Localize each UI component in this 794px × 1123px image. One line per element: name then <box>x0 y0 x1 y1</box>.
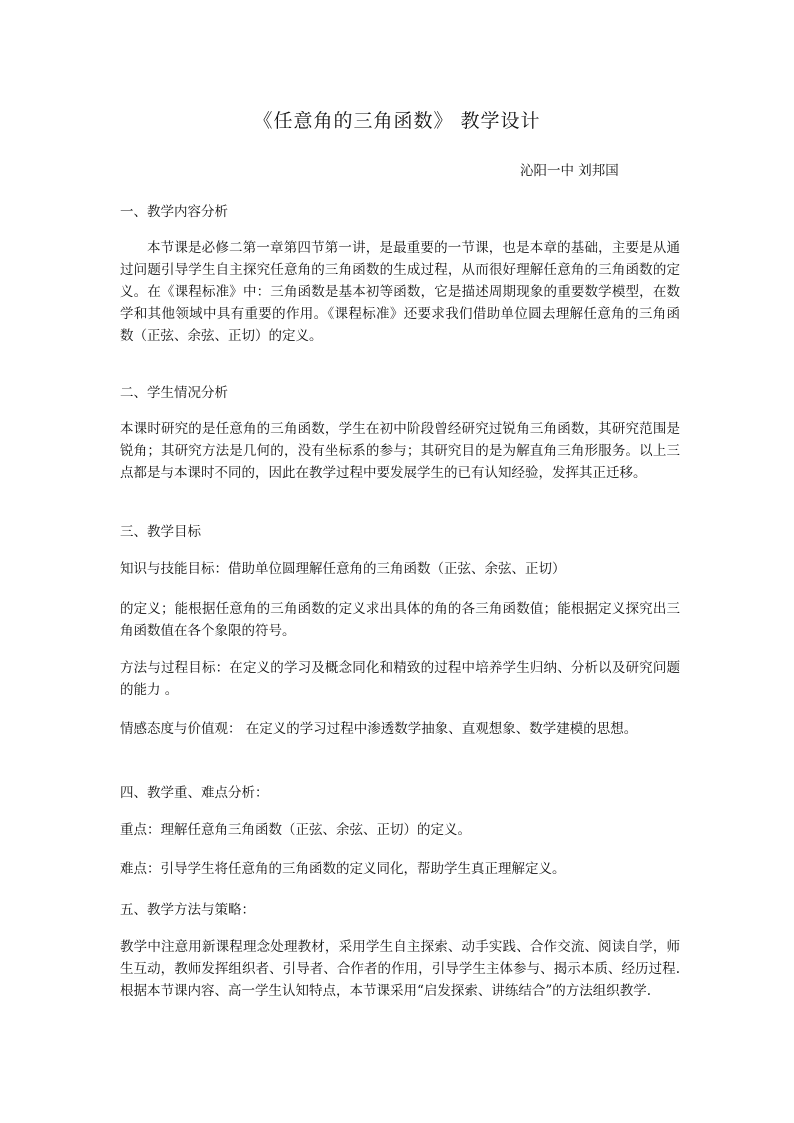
document-title: 《任意角的三角函数》 教学设计 <box>253 110 541 132</box>
difficult-point: 难点：引导学生将任意角的三角函数的定义同化，帮助学生真正理解定义。 <box>120 861 566 877</box>
goal-emotion-values: 情感态度与价值观： 在定义的学习过程中渗透数学抽象、直观想象、数学建模的思想。 <box>120 721 638 737</box>
section-heading-student-analysis: 二、学生情况分析 <box>120 385 228 401</box>
goal-knowledge-skills-continued: 的定义；能根据任意角的三角函数的定义求出具体的角的各三角函数值；能根据定义探究出三角函数值在各个象限的符号。 <box>120 601 680 639</box>
author-line: 沁阳一中 刘邦国 <box>520 163 619 179</box>
section-heading-key-difficult-points: 四、教学重、难点分析： <box>120 785 269 801</box>
section-heading-content-analysis: 一、教学内容分析 <box>120 204 228 220</box>
section-heading-teaching-goals: 三、教学目标 <box>120 524 201 540</box>
goal-method-process: 方法与过程目标：在定义的学习及概念同化和精致的过程中培养学生归纳、分析以及研究问题的能力 。 <box>120 660 680 698</box>
paragraph-student-analysis: 本课时研究的是任意角的三角函数，学生在初中阶段曾经研究过锐角三角函数，其研究范围是锐角；其研究方法是几何的，没有坐标系的参与；其研究目的是为解直角三角形服务。以上三点都是与本课时不同的，因此在教学过程中要发展学生的已有认知经验，发挥其正迁移。 <box>120 421 680 481</box>
paragraph-content-analysis: 本节课是必修二第一章第四节第一讲，是最重要的一节课，也是本章的基础，主要是从通过问题引导学生自主探究任意角的三角函数的生成过程，从而很好理解任意角的三角函数的定义。在《课程标准》中：三角函数是基本初等函数，它是描述周期现象的重要数学模型，在数学和其他领域中具有重要的作用。《课程标准》还要求我们借助单位圆去理解任意角的三角函数（正弦、余弦、正切）的定义。 <box>120 240 680 344</box>
paragraph-methods-strategies: 教学中注意用新课程理念处理教材，采用学生自主探索、动手实践、合作交流、阅读自学，师生互动，教师发挥组织者、引导者、合作者的作用，引导学生主体参与、揭示本质、经历过程. 根据本节课内容、高一学生认知特点，本节课采用“启发探索、讲练结合”的方法组织教学. <box>120 939 680 999</box>
goal-knowledge-skills: 知识与技能目标：借助单位圆理解任意角的三角函数（正弦、余弦、正切） <box>120 561 566 577</box>
section-heading-methods-strategies: 五、教学方法与策略： <box>120 902 255 918</box>
key-point: 重点：理解任意角三角函数（正弦、余弦、正切）的定义。 <box>120 822 471 838</box>
